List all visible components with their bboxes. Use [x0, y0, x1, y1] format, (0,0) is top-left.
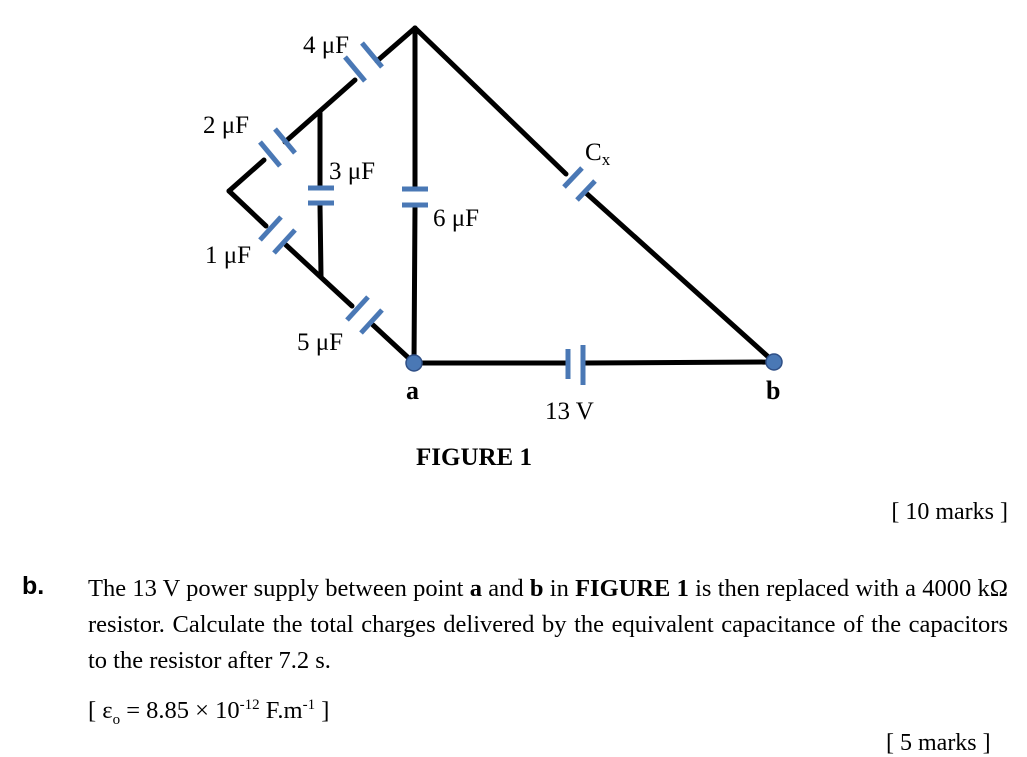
- question-figure-ref: FIGURE 1: [575, 575, 689, 602]
- node-a-label: a: [406, 376, 419, 405]
- question-text-part: and: [481, 575, 530, 602]
- constant-exponent: -12: [239, 696, 260, 713]
- capacitor-5uf-plate: [347, 297, 368, 320]
- constant-unit: F.m: [259, 697, 303, 724]
- label-supply: 13 V: [545, 398, 594, 425]
- question-label: b.: [22, 572, 45, 600]
- marks-part-a: [ 10 marks ]: [891, 499, 1008, 525]
- question-point-a: a: [469, 575, 482, 602]
- label-4uf: 4 μF: [303, 32, 350, 59]
- permittivity-constant: [88, 696, 330, 728]
- wires: [229, 28, 774, 363]
- question-text-part: in: [543, 575, 576, 602]
- label-1uf: 1 μF: [205, 242, 252, 269]
- capacitor-4uf-plate: [345, 57, 365, 81]
- marks-part-b: [ 5 marks ]: [886, 730, 991, 756]
- question-text: [88, 571, 1008, 679]
- question-text-part: is then replaced with a 4000 kΩ resistor. Calculate the total charges delivered by the equivalent capacitance of the capacitors to the resistor after 7.2 s.: [88, 575, 1009, 674]
- constant-part: ]: [315, 697, 330, 724]
- node-b-dot: [766, 354, 782, 370]
- node-b-label: b: [766, 376, 781, 405]
- label-2uf: 2 μF: [203, 112, 250, 139]
- wire: [229, 160, 264, 191]
- label-5uf: 5 μF: [297, 329, 344, 356]
- wire: [229, 191, 266, 226]
- constant-unit-exponent: -1: [302, 696, 316, 713]
- label-3uf: 3 μF: [329, 158, 376, 185]
- label-6uf: 6 μF: [433, 205, 480, 232]
- wire: [585, 362, 774, 363]
- question-text-part: The 13 V power supply between point: [88, 575, 470, 602]
- wire: [320, 205, 321, 276]
- wire: [415, 28, 566, 174]
- constant-part: [ ε: [88, 697, 113, 724]
- wire: [586, 193, 774, 362]
- constant-part: = 8.85 × 10: [120, 697, 240, 724]
- wire: [414, 207, 415, 363]
- question-point-b: b: [529, 575, 544, 602]
- node-a-dot: [406, 355, 422, 371]
- capacitor-4uf-plate: [362, 43, 382, 67]
- constant-subscript: o: [112, 711, 121, 728]
- label-cx: $C_x$: [585, 139, 611, 169]
- capacitor-cx-plate: [564, 168, 582, 187]
- wire: [377, 28, 415, 61]
- figure-caption: FIGURE 1: [416, 444, 532, 471]
